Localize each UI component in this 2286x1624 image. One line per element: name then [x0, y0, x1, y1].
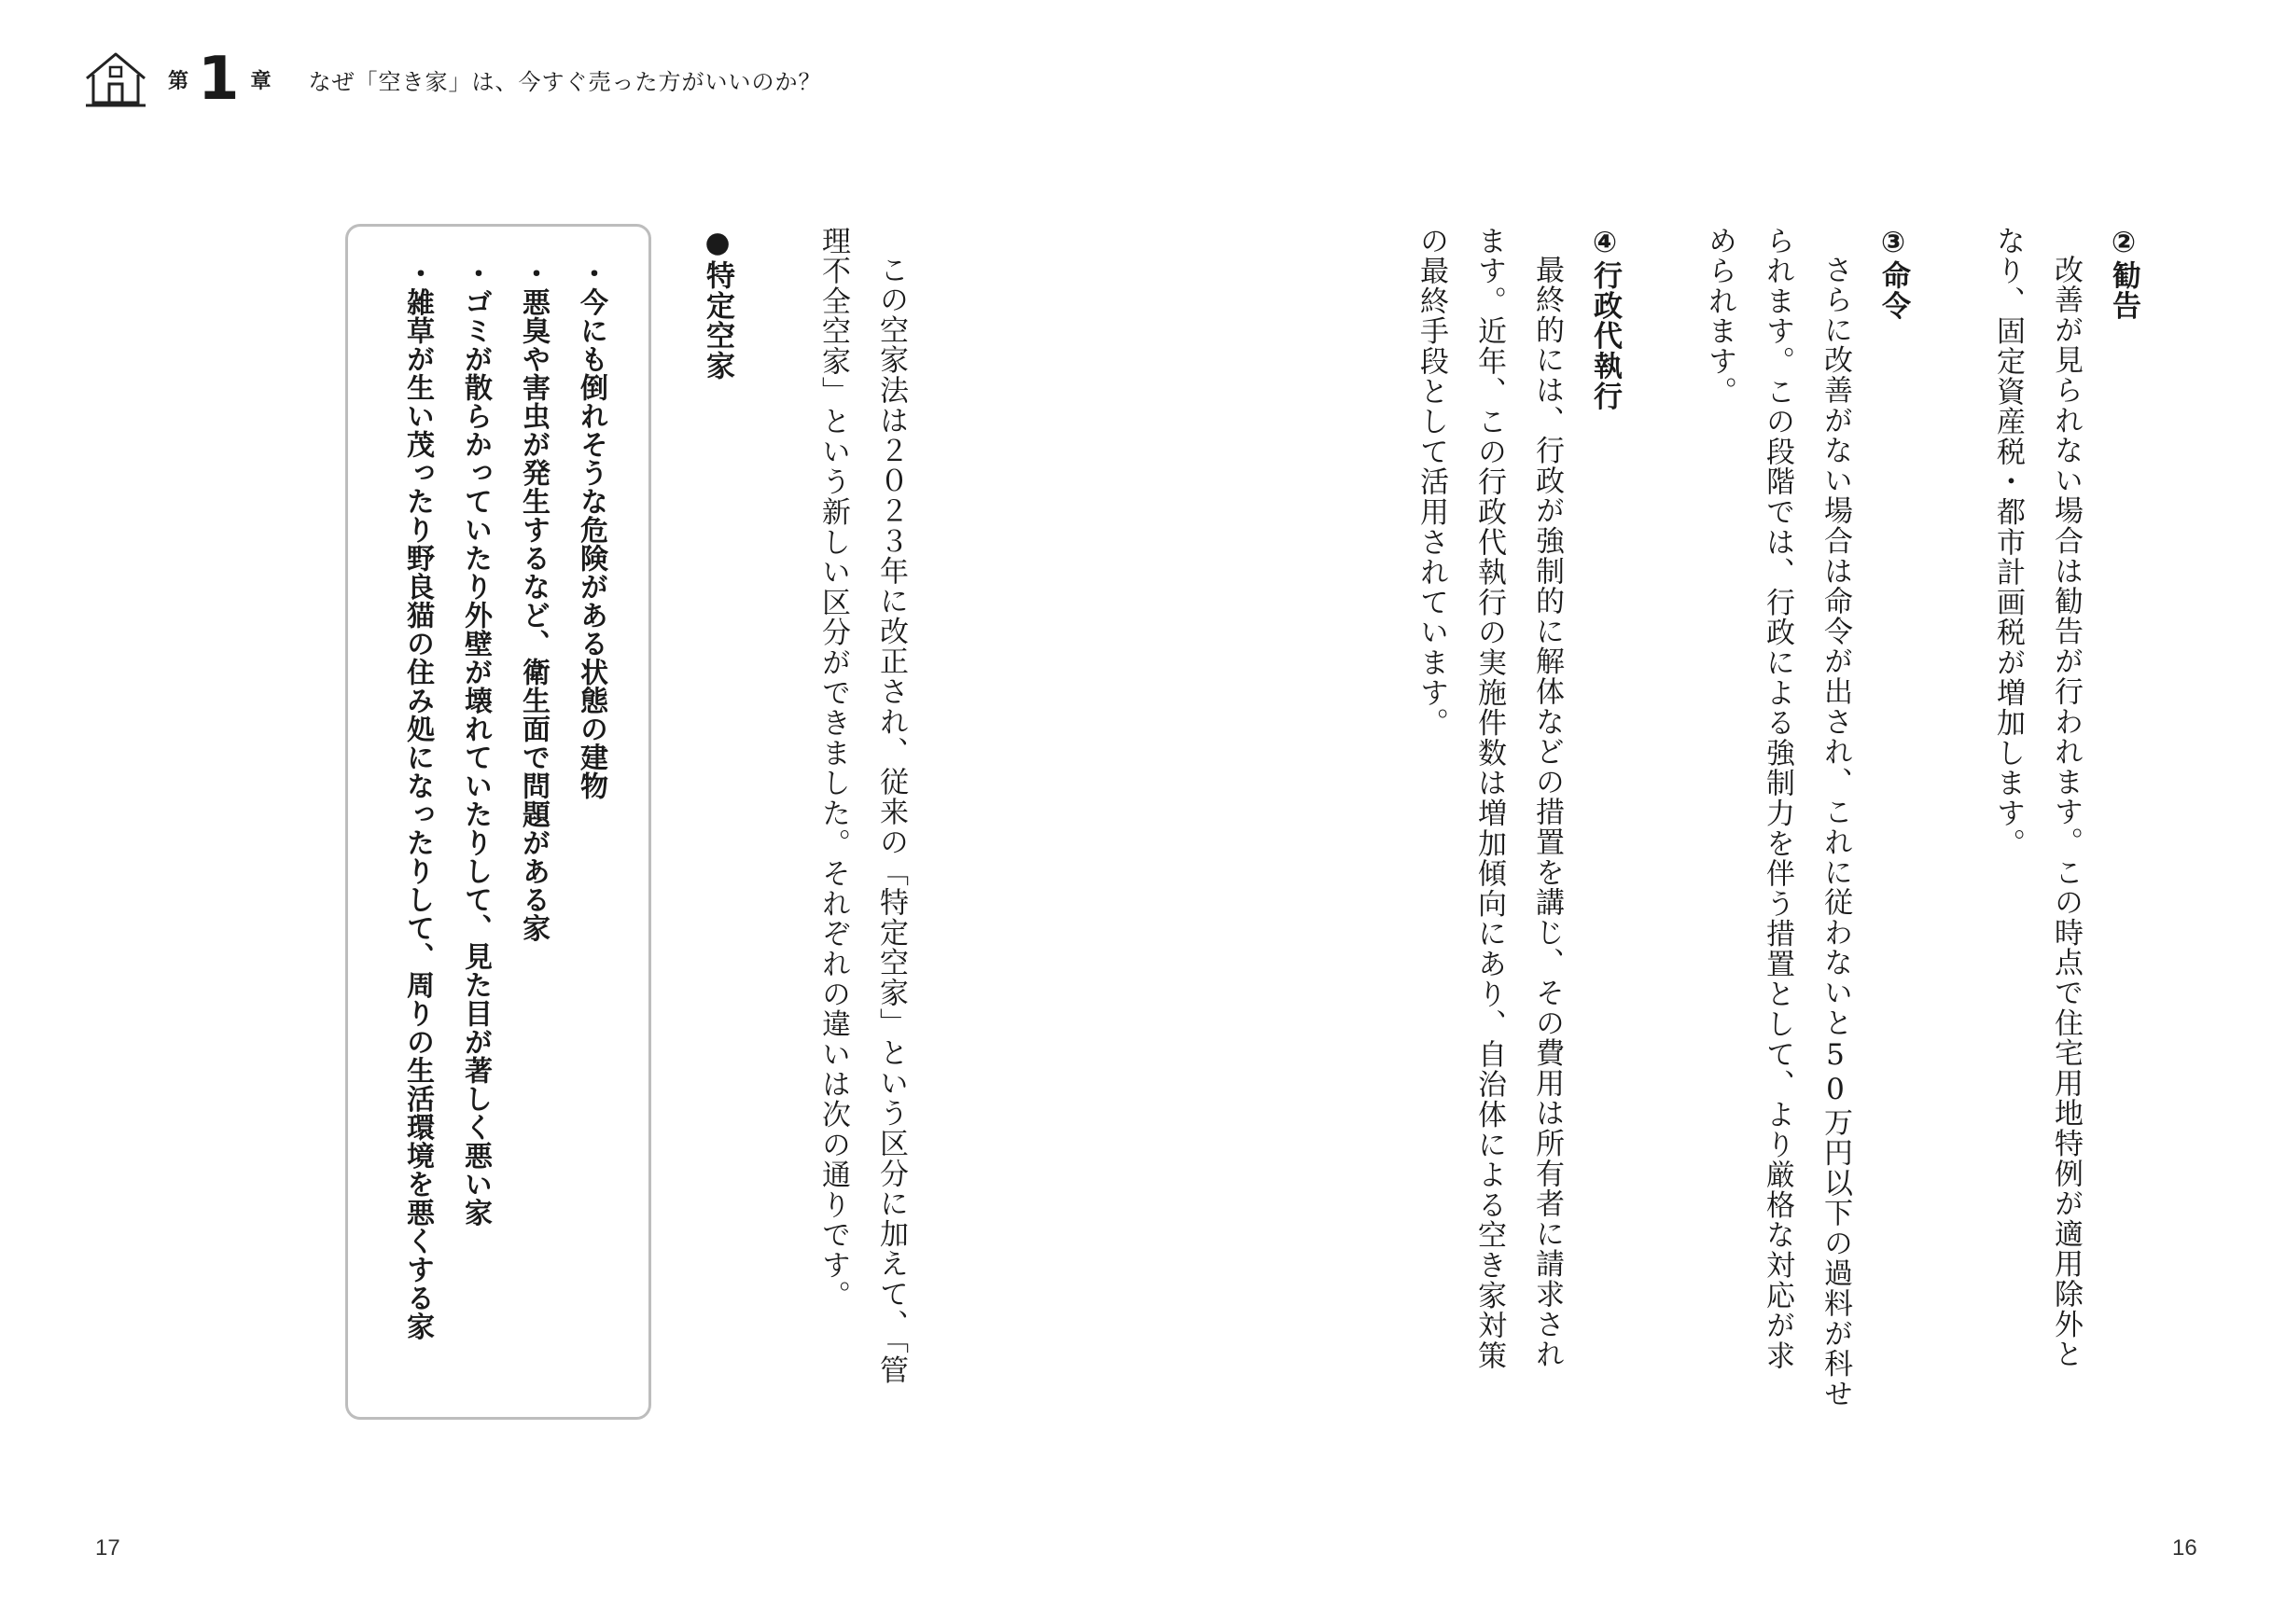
- heading-meirei: ③命令: [1876, 226, 1910, 321]
- house-icon: [84, 50, 147, 108]
- box-item-2: ・悪臭や害虫が発生するなど、衛生面で問題がある家: [517, 259, 550, 942]
- page-number-left: 17: [95, 1535, 120, 1561]
- chapter-prefix: 第: [168, 69, 189, 93]
- box-item-4: ・雑草が生い茂ったり野良猫の住み処になったりして、周りの生活環境を悪くする家: [401, 259, 434, 1340]
- meirei-line-2: られます。この段階では、行政による強制力を伴う措置として、より厳格な対応が求: [1761, 226, 1794, 1371]
- heading-kankoku: ②勧告: [2107, 226, 2140, 321]
- heading-tokutei: ●特定空家: [701, 226, 734, 382]
- kankoku-line-2: なり、固定資産税・都市計画税が増加します。: [1991, 226, 2025, 859]
- kankoku-line-1: 改善が見られない場合は勧告が行われます。この時点で住宅用地特例が適用除外と: [2049, 255, 2083, 1370]
- page-number-right: 16: [2172, 1535, 2197, 1561]
- meirei-line-3: められます。: [1703, 226, 1736, 407]
- box-item-1: ・今にも倒れそうな危険がある状態の建物: [575, 259, 607, 800]
- chapter-suffix: 章: [250, 69, 272, 93]
- meirei-line-1: さらに改善がない場合は命令が出され、これに従わないと50万円以下の過料が科せ: [1819, 255, 1852, 1409]
- gyosei-line-1: 最終的には、行政が強制的に解体などの措置を講じ、その費用は所有者に請求され: [1530, 255, 1564, 1370]
- intro-line-2: 理不全空家」という新しい区分ができました。それぞれの違いは次の通りです。: [816, 226, 850, 1311]
- gyosei-line-3: の最終手段として活用されています。: [1415, 226, 1448, 739]
- heading-gyosei: ④行政代執行: [1588, 226, 1622, 411]
- gyosei-line-2: ます。近年、この行政代執行の実施件数は増加傾向にあり、自治体による空き家対策: [1472, 226, 1506, 1371]
- box-item-3: ・ゴミが散らかっていたり外壁が壊れていたりして、見た目が著しく悪い家: [459, 259, 492, 1227]
- chapter-header: [84, 37, 822, 121]
- chapter-title: なぜ「空き家」は、今すぐ売った方がいいのか？: [308, 68, 822, 95]
- chapter-number: 1: [198, 45, 240, 114]
- intro-line-1: この空家法は２０２３年に改正され、従来の「特定空家」という区分に加えて、「管: [874, 255, 908, 1385]
